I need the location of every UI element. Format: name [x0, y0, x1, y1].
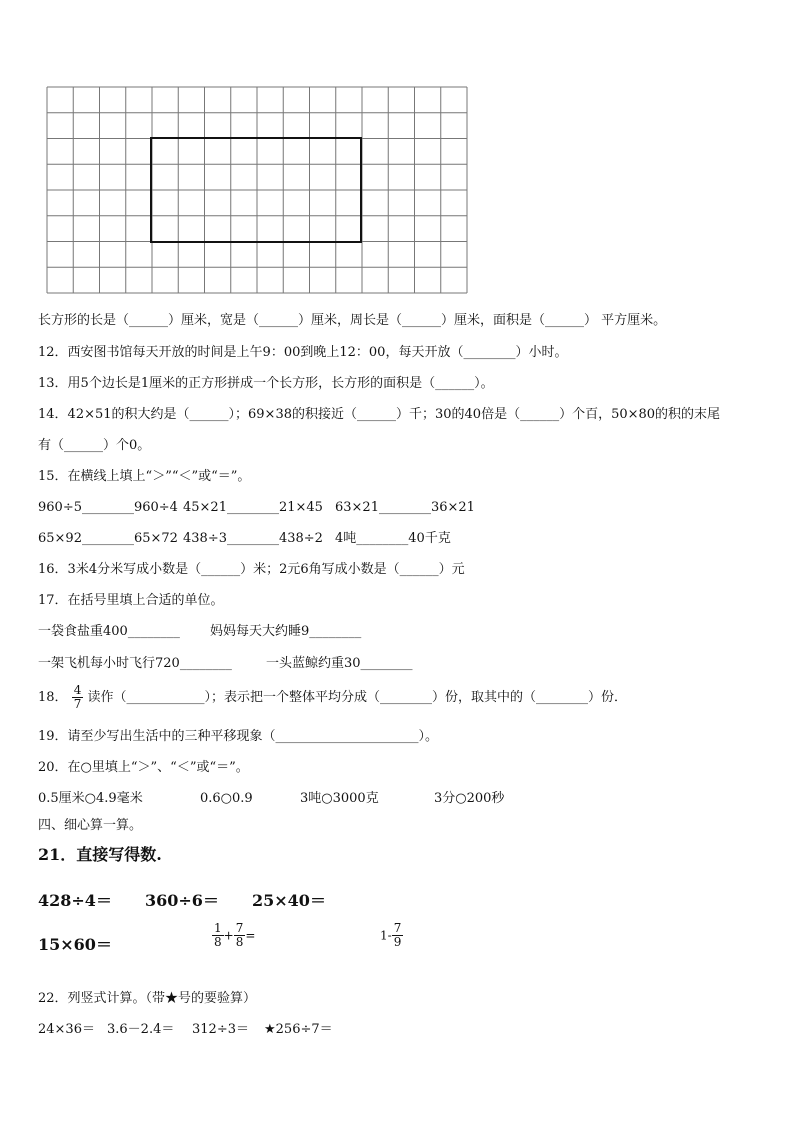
question-17: 17．在括号里填上合适的单位。: [38, 593, 224, 608]
q21-fraction-diff: [380, 922, 403, 949]
q17-row1-item1: 一袋食盐重400________: [38, 624, 180, 639]
q21-item3: 25×40＝: [252, 891, 326, 910]
question-18: [38, 684, 627, 711]
q17-row2-item1: 一架飞机每小时飞行720________: [38, 656, 232, 671]
frac-b-num: 7: [235, 921, 244, 935]
frac-b: [234, 922, 246, 949]
q21-item2: 360÷6＝: [145, 891, 219, 910]
q15-row1-item2: 45×21________21×45: [183, 500, 323, 515]
q20-item1: 0.5厘米○4.9毫米: [38, 791, 143, 806]
q20-item4: 3分○200秒: [434, 791, 505, 806]
q18-fraction: [72, 684, 84, 711]
q15-row1-item1: 960÷5________960÷4: [38, 500, 178, 515]
q17-row2-item2: 一头蓝鲸约重30________: [266, 656, 413, 671]
q22-item3: 312÷3＝: [192, 1022, 249, 1037]
rect-question: 长方形的长是（______）厘米，宽是（______）厘米，周长是（______）厘米，面积是（______） 平方厘米。: [38, 313, 667, 328]
question-21-title: 21．直接写得数.: [38, 845, 162, 864]
frac-a: [212, 922, 224, 949]
grid-svg: [46, 86, 468, 294]
q20-item3: 3吨○3000克: [300, 791, 379, 806]
q22-item1: 24×36＝: [38, 1022, 95, 1037]
q18-frac-num: 4: [73, 683, 82, 697]
plus-sign: +: [223, 928, 234, 943]
question-13: 13．用5个边长是1厘米的正方形拼成一个长方形，长方形的面积是（______）。: [38, 376, 494, 391]
frac-c-num: 7: [393, 921, 402, 935]
question-14-line2: 有（______）个0。: [38, 438, 151, 453]
frac-c-den: 9: [393, 935, 402, 949]
q18-number: 18．: [38, 690, 68, 705]
question-22: 22．列竖式计算。（带★号的要验算）: [38, 991, 257, 1006]
q17-row1-item2: 妈妈每天大约睡9________: [210, 624, 362, 639]
q22-item4: ★256÷7＝: [264, 1022, 333, 1037]
q15-row2-item2: 438÷3________438÷2: [183, 531, 323, 546]
q15-row2-item1: 65×92________65×72: [38, 531, 178, 546]
question-12: 12．西安图书馆每天开放的时间是上午9：00到晚上12：00，每天开放（________）小时。: [38, 345, 568, 360]
question-20: 20．在○里填上“＞”、“＜”或“＝”。: [38, 760, 249, 775]
q21-item1: 428÷4＝: [38, 891, 112, 910]
q21-item4: 15×60＝: [38, 935, 112, 954]
q15-row2-item3: 4吨________40千克: [335, 531, 451, 546]
diff-lead: 1-: [380, 928, 392, 943]
q15-row1-item3: 63×21________36×21: [335, 500, 475, 515]
frac-a-num: 1: [214, 921, 222, 935]
frac-c: [392, 922, 404, 949]
q18-frac-den: 7: [73, 697, 82, 711]
grid-figure: [46, 86, 468, 294]
question-14-line1: 14．42×51的积大约是（______）；69×38的积接近（______）千；30的40倍是（______）个百，50×80的积的末尾: [38, 407, 721, 422]
q21-fraction-sum: [212, 922, 255, 949]
section-4-heading: 四、细心算一算。: [38, 818, 143, 833]
q20-item2: 0.6○0.9: [200, 791, 253, 806]
equal-sign: =: [245, 928, 256, 943]
frac-a-den: 8: [214, 935, 222, 949]
question-19: 19．请至少写出生活中的三种平移现象（______________________）。: [38, 729, 439, 744]
question-15: 15．在横线上填上“＞”“＜”或“＝”。: [38, 469, 251, 484]
question-16: 16．3米4分米写成小数是（______）米；2元6角写成小数是（______）元: [38, 562, 465, 577]
q18-text: 读作（____________）；表示把一个整体平均分成（________）份，取其中的（________）份．: [87, 690, 627, 705]
frac-b-den: 8: [235, 935, 244, 949]
q22-item2: 3.6－2.4＝: [107, 1022, 175, 1037]
